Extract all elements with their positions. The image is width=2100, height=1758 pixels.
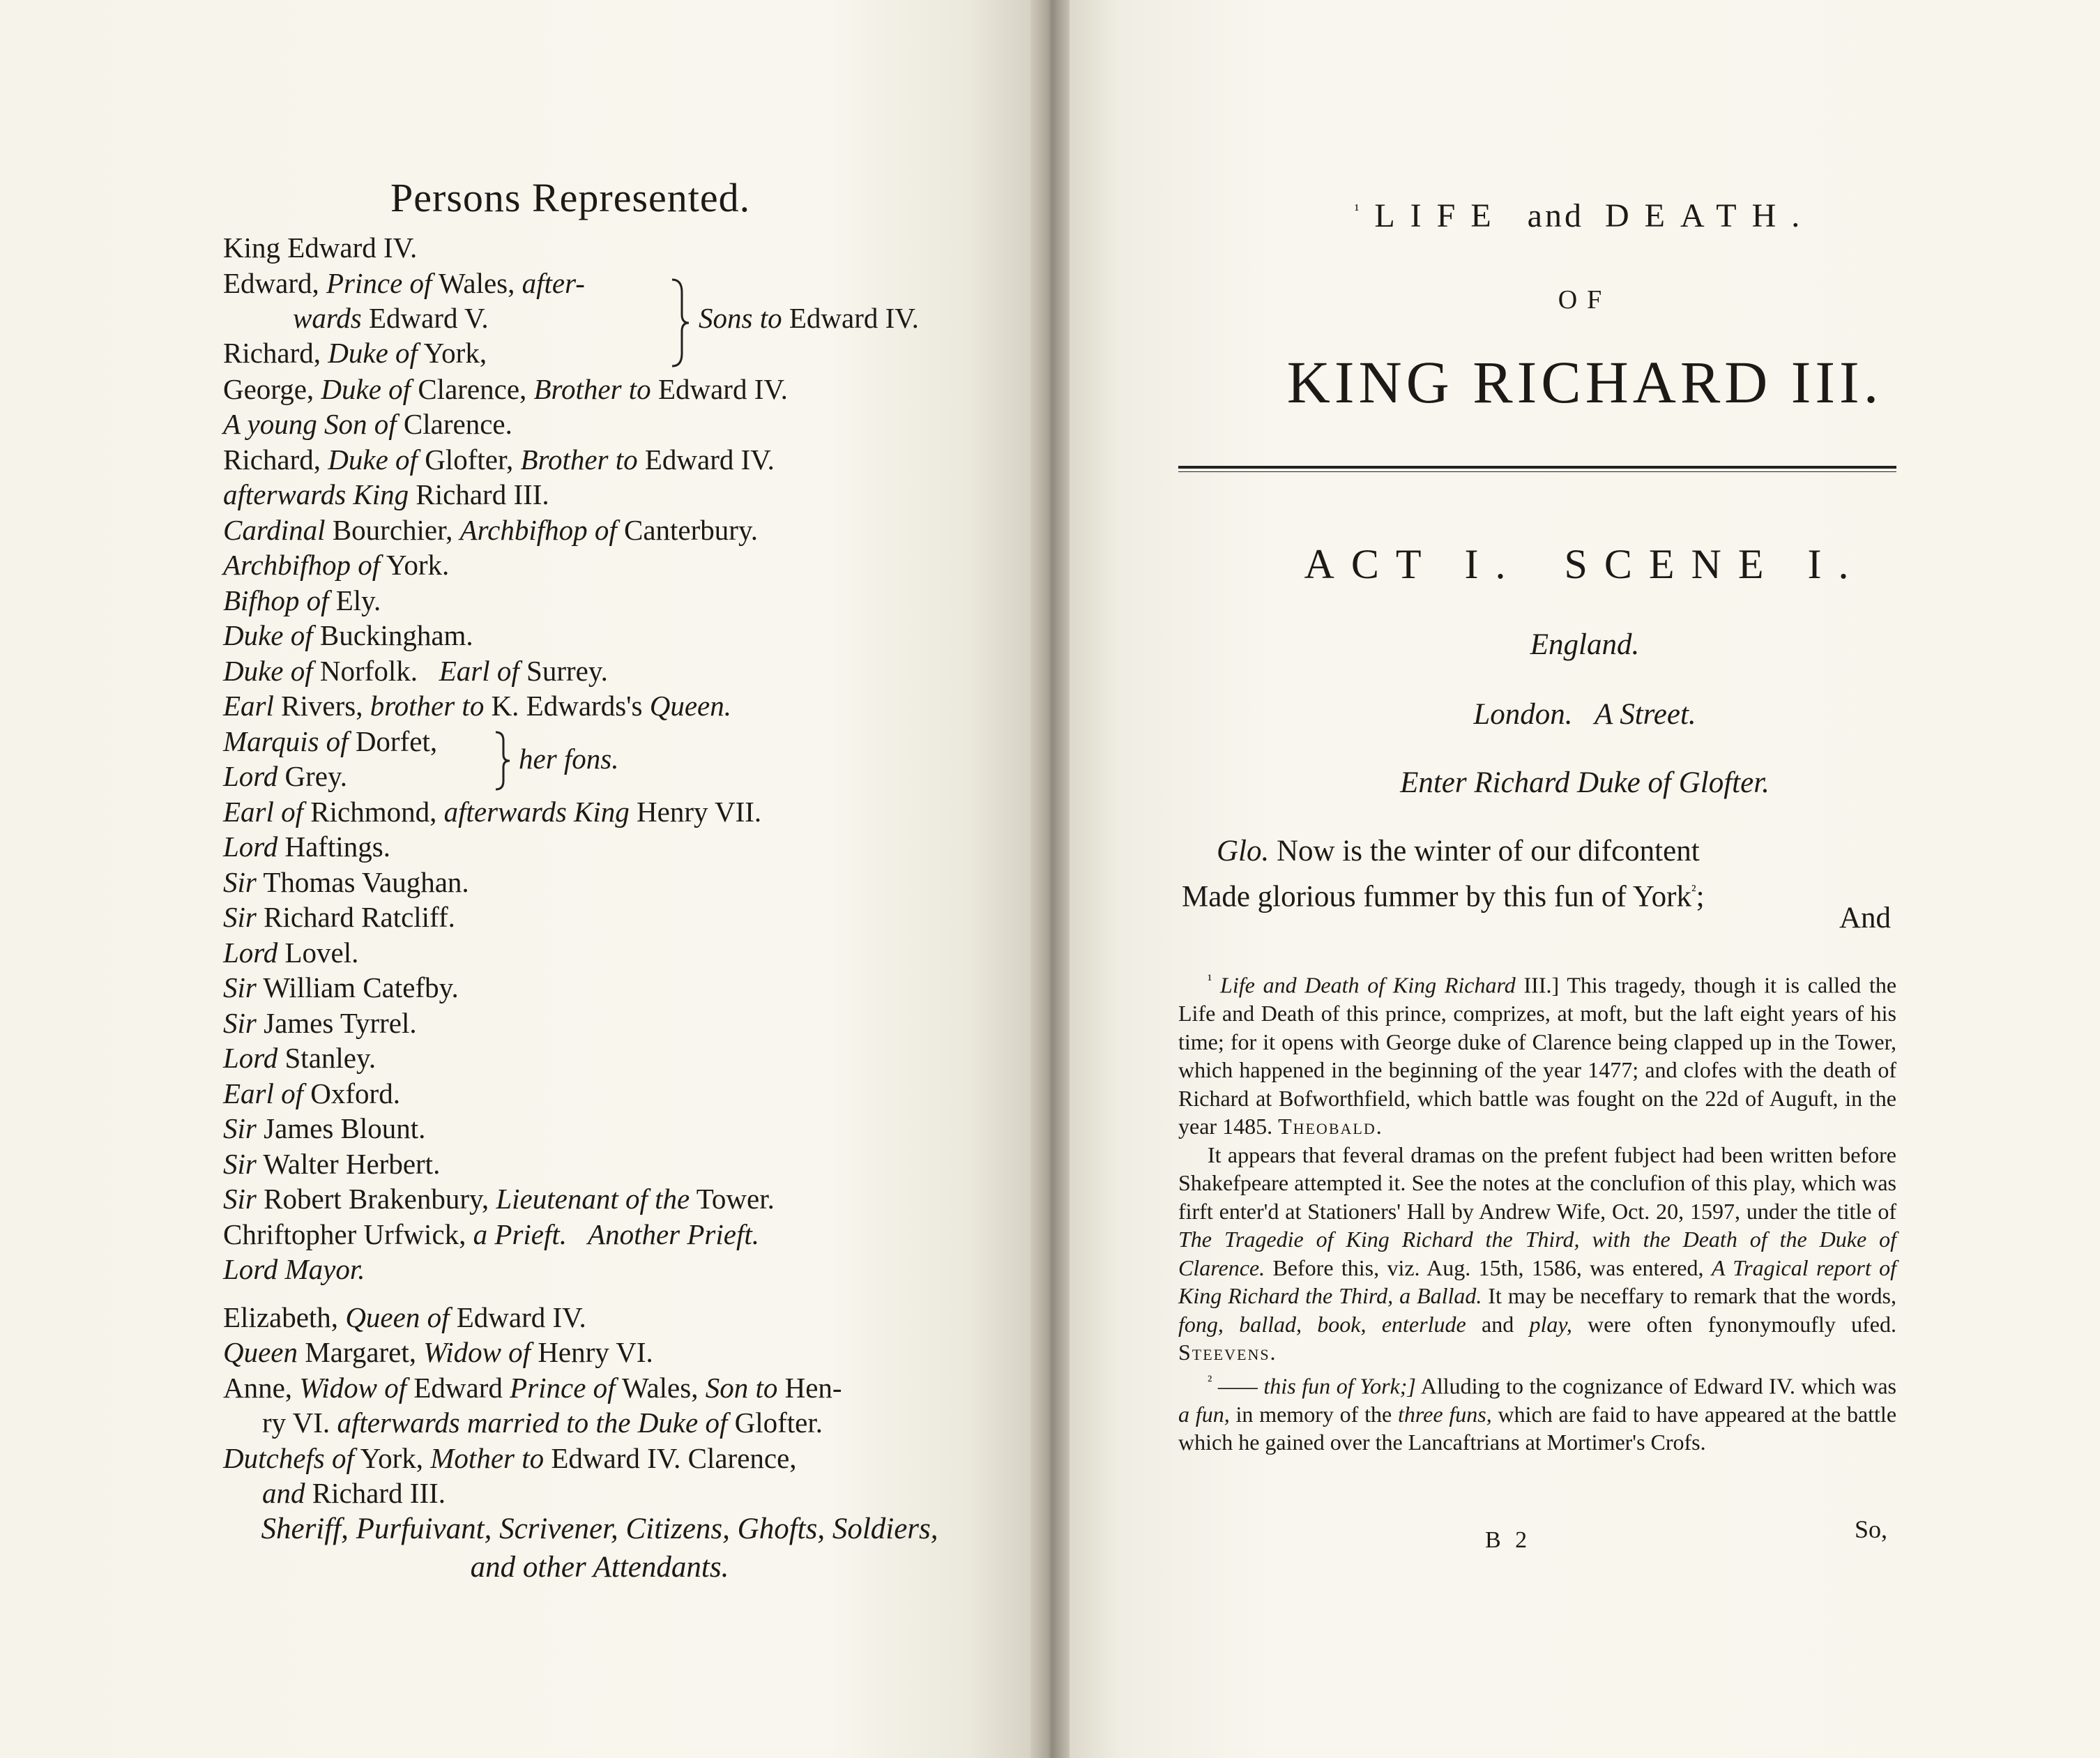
- speech: [1182, 832, 1705, 916]
- cast-line: Earl Rivers, brother to K. Edwards's Queen.: [223, 690, 732, 722]
- cast-line: Lord Grey.: [223, 759, 348, 792]
- cast-line: Bifhop of Ely.: [223, 584, 381, 616]
- cast-line: wards Edward V.: [293, 301, 489, 334]
- her-sons-label: her fons.: [519, 742, 619, 775]
- speech-line: Made glorious fummer by this fun of York$^{^2}$;: [1182, 880, 1705, 914]
- cast-line: Lord Lovel.: [223, 936, 359, 969]
- catchword: And: [1839, 902, 1891, 934]
- cast-list: [223, 230, 976, 1511]
- persons-heading: Persons Represented.: [390, 175, 751, 220]
- cast-line: A young Son of Clarence.: [223, 408, 512, 440]
- footnotes: [1178, 966, 1896, 1457]
- cast-line: Sir William Catefby.: [223, 971, 459, 1003]
- cast-line: Sir Robert Brakenbury, Lieutenant of the Tower.: [223, 1183, 775, 1215]
- cast-line: Archbifhop of York.: [223, 549, 450, 581]
- extras-list: [223, 1510, 976, 1586]
- cast-line: Edward, Prince of Wales, after-: [223, 266, 585, 299]
- cast-line: King Edward IV.: [223, 232, 418, 264]
- cast-line: George, Duke of Clarence, Brother to Edward IV.: [223, 372, 788, 405]
- stage-direction: Enter Richard Duke of Glofter.: [1400, 766, 1770, 799]
- extras-line: Sheriff, Purfuivant, Scrivener, Citizens, Ghofts, Soldiers,: [261, 1513, 938, 1545]
- cast-line: Sir Walter Herbert.: [223, 1147, 441, 1180]
- stage-location: London. A Street.: [1473, 698, 1696, 731]
- cast-line: Cardinal Bourchier, Archbifhop of Canterbury.: [223, 513, 759, 546]
- cast-line: Dutchefs of York, Mother to Edward IV. Clarence,: [223, 1441, 797, 1474]
- cast-line: Queen Margaret, Widow of Henry VI.: [223, 1336, 653, 1368]
- footnote: $^{^1}$ Life and Death of King Richard III.] This tragedy, though it is called the Life and Death of this prince, comprizes, at moft, but the laft eight years of his time; for it opens with George duke of Clarence being clapped up in the Tower, which happened in the beginning of the year 1477; and clofes with the death of Richard at Bofworthfield, which battle was fought on the 22d of Auguft, in the year 1485. Theobald.: [1178, 971, 1897, 1139]
- play-title-of: OF: [1558, 285, 1612, 315]
- cast-line: Sir Thomas Vaughan.: [223, 865, 469, 898]
- her-sons-bracket-group: [223, 724, 976, 794]
- cast-line: Sir James Tyrrel.: [223, 1006, 417, 1039]
- cast-line: Anne, Widow of Edward Prince of Wales, Son to Hen-: [223, 1371, 842, 1404]
- brace-icon: [494, 731, 512, 791]
- cast-line: Duke of Norfolk. Earl of Surrey.: [223, 654, 608, 687]
- cast-line: Duke of Buckingham.: [223, 619, 473, 651]
- sons-bracket-group: [223, 266, 976, 372]
- cast-line: Sir James Blount.: [223, 1112, 426, 1144]
- sons-bracket-label: Sons to Edward IV.: [699, 301, 919, 334]
- extras-line: and other Attendants.: [470, 1551, 729, 1584]
- footnote: $^{^2}$ —— this fun of York;] Alluding to the cognizance of Edward IV. which was a fun, in memory of the three funs, which are faid to have appeared at the battle which he gained over the Lancaftrians at Mortimer's Crofs.: [1178, 1372, 1897, 1455]
- signature-mark: B 2: [1485, 1527, 1532, 1553]
- cast-line: afterwards King Richard III.: [223, 478, 549, 510]
- catchword: So,: [1854, 1515, 1887, 1543]
- cast-line: Earl of Oxford.: [223, 1077, 400, 1109]
- stage-place: England.: [1530, 628, 1640, 661]
- title-rule: [1178, 466, 1896, 469]
- title-rule-thin: [1178, 471, 1896, 472]
- cast-line: and Richard III.: [262, 1477, 446, 1509]
- play-title-main: KING RICHARD III.: [1286, 349, 1883, 416]
- act-scene-heading: ACT I. SCENE I.: [1304, 541, 1866, 587]
- speaker-name: Glo.: [1217, 835, 1270, 867]
- cast-line: Lord Mayor.: [223, 1253, 365, 1285]
- speech-line: Glo. Now is the winter of our difcontent: [1217, 835, 1700, 867]
- cast-line: Lord Stanley.: [223, 1042, 376, 1074]
- cast-line: Earl of Richmond, afterwards King Henry VII.: [223, 795, 762, 828]
- cast-line: Sir Richard Ratcliff.: [223, 901, 455, 933]
- cast-line: Elizabeth, Queen of Edward IV.: [223, 1301, 586, 1333]
- play-title-line: $^{^1}$LIFE and DEATH.: [1354, 197, 1816, 234]
- cast-line: Richard, Duke of Glofter, Brother to Edward IV.: [223, 443, 775, 476]
- cast-line: Lord Haftings.: [223, 831, 390, 863]
- cast-line: Richard, Duke of York,: [223, 336, 487, 369]
- brace-icon: [669, 278, 690, 367]
- book-gutter: [1030, 0, 1070, 1758]
- cast-line: Chriftopher Urfwick, a Prieft. Another Prieft.: [223, 1218, 759, 1250]
- footnote: It appears that feveral dramas on the prefent fubject had been written before Shakefpeare attempted it. See the notes at the conclufion of this play, which was firft enter'd at Stationers' Hall by Andrew Wife, Oct. 20, 1597, under the title of The Tragedie of King Richard the Third, with the Death of the Duke of Clarence. Before this, viz. Aug. 15th, 1586, was entered, A Tragical report of King Richard the Third, a Ballad. It may be neceffary to remark that the words, fong, ballad, book, enterlude and play, were often fynonymoufly ufed. Steevens.: [1178, 1142, 1897, 1365]
- cast-line: ry VI. afterwards married to the Duke of Glofter.: [262, 1407, 823, 1439]
- cast-line: Marquis of Dorfet,: [223, 725, 438, 757]
